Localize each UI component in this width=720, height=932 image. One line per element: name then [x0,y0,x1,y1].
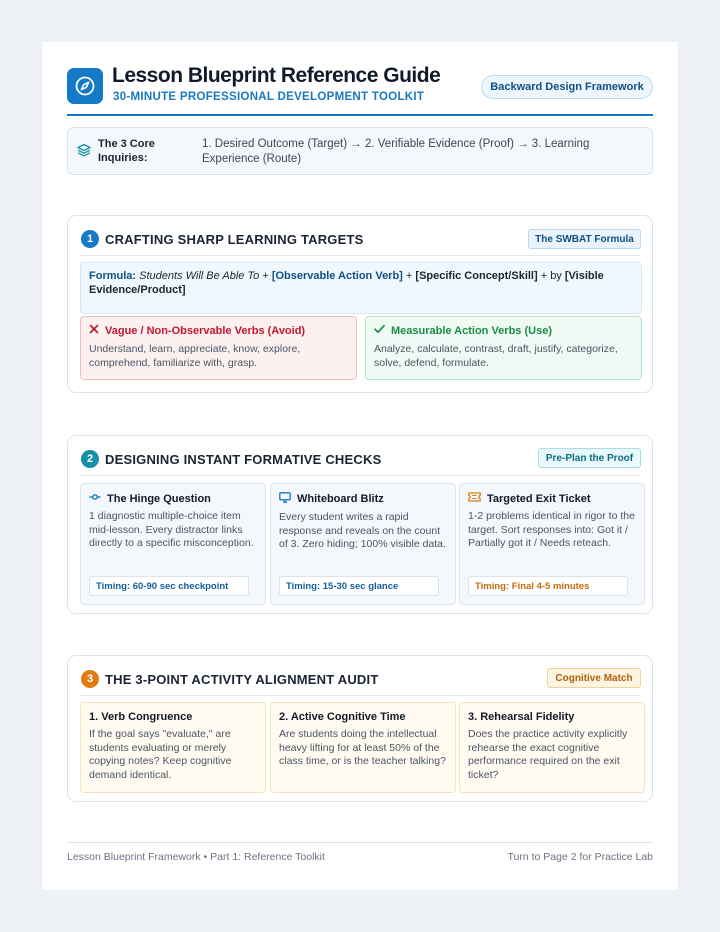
layers-icon [77,143,91,162]
avoid-verbs-list: Understand, learn, appreciate, know, explore, comprehend, familiarize with, grasp. [89,343,301,369]
framework-badge: Backward Design Framework [481,75,653,99]
formula-plus-3: + by [537,270,565,282]
section-badge: Pre-Plan the Proof [538,448,641,468]
check-icon [374,324,385,337]
card-verb-congruence [80,702,266,793]
core-inquiries-box [67,127,653,175]
footer-left-text: Lesson Blueprint Framework • Part 1: Reference Toolkit [67,851,325,863]
compass-icon [67,68,103,104]
formula-part-1: Students Will Be Able To [139,270,260,282]
use-verbs-box [365,316,642,380]
x-icon [89,324,99,337]
avoid-verbs-title: Vague / Non-Observable Verbs (Avoid) [105,324,306,337]
avoid-verbs-box [80,316,357,380]
card-title: Whiteboard Blitz [297,493,384,505]
card-body: Does the practice activity explicitly rehearse the exact cognitive performance required on the exit ticket? [468,728,628,781]
section-formative-checks [67,435,653,614]
section-divider [80,475,640,476]
section-title: DESIGNING INSTANT FORMATIVE CHECKS [105,452,382,467]
inquiries-label: The 3 Core Inquiries: [98,138,155,164]
footer-right-text: Turn to Page 2 for Practice Lab [507,851,653,863]
timing-label: Timing: 15-30 sec glance [279,576,439,596]
section-learning-targets [67,215,653,393]
section-number: 3 [81,670,99,688]
formula-plus-2: + [402,270,416,282]
ticket-icon [468,492,481,505]
card-title: Targeted Exit Ticket [487,492,591,505]
section-badge: Cognitive Match [547,668,641,688]
section-number: 1 [81,230,99,248]
card-title: 2. Active Cognitive Time [279,711,406,723]
card-exit-ticket [459,483,645,605]
section-badge: The SWBAT Formula [528,229,641,249]
section-divider [80,255,640,256]
header-divider [67,114,653,116]
card-body: If the goal says "evaluate," are students evaluating or merely copying notes? Keep cognitive demand identical. [89,728,232,781]
card-body: Are students doing the intellectual heavy lifting for at least 50% of the class time, or is the teacher talking? [279,728,446,767]
page-subtitle: 30-MINUTE PROFESSIONAL DEVELOPMENT TOOLKIT [113,91,425,103]
section-title: CRAFTING SHARP LEARNING TARGETS [105,232,364,247]
formula-part-2: [Observable Action Verb] [271,270,403,282]
formula-part-4: [Visible Evidence/Product] [89,270,604,296]
card-active-cognitive-time [270,702,456,793]
timing-label: Timing: Final 4-5 minutes [468,576,628,596]
page-title: Lesson Blueprint Reference Guide [112,64,441,87]
card-title: 3. Rehearsal Fidelity [468,711,575,723]
section-number: 2 [81,450,99,468]
use-verbs-list: Analyze, calculate, contrast, draft, justify, categorize, solve, defend, formulate. [374,343,618,369]
hinge-icon [89,492,101,505]
card-body: 1 diagnostic multiple-choice item mid-lesson. Every distractor links directly to a specific misconception. [89,510,254,549]
section-divider [80,695,640,696]
swbat-formula [80,262,642,314]
section-alignment-audit [67,655,653,802]
card-rehearsal-fidelity [459,702,645,793]
monitor-icon [279,492,291,506]
section-title: THE 3-POINT ACTIVITY ALIGNMENT AUDIT [105,672,379,687]
card-title: The Hinge Question [107,492,211,505]
card-title: 1. Verb Congruence [89,711,193,723]
use-verbs-title: Measurable Action Verbs (Use) [391,324,552,337]
formula-plus-1: + [259,270,272,282]
inquiries-text: 1. Desired Outcome (Target) → 2. Verifiable Evidence (Proof) → 3. Learning Experience (Route) [202,138,590,165]
formula-part-3: [Specific Concept/Skill] [415,270,538,282]
document-page [42,42,678,890]
timing-label: Timing: 60-90 sec checkpoint [89,576,249,596]
card-hinge-question [80,483,266,605]
card-body: 1-2 problems identical in rigor to the target. Sort responses into: Got it / Partially got it / Needs reteach. [468,510,635,549]
card-whiteboard-blitz [270,483,456,605]
card-body: Every student writes a rapid response and reveals on the count of 3. Zero hiding; 100% visible data. [279,511,446,550]
footer-divider [67,842,653,843]
formula-label: Formula: [89,270,137,282]
